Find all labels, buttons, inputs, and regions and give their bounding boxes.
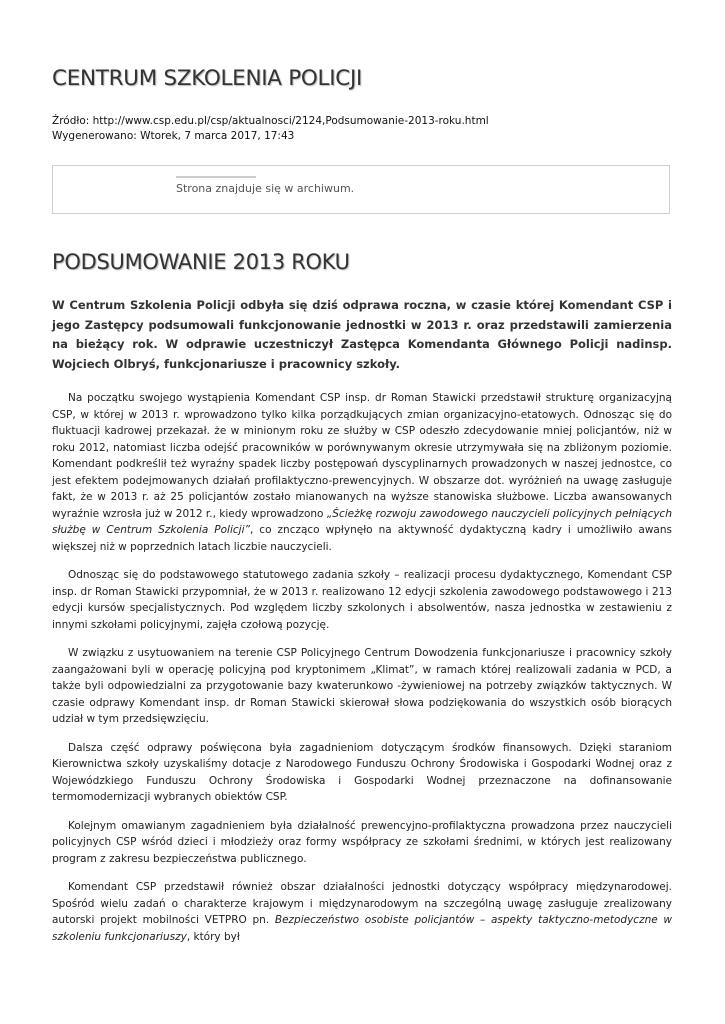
article-paragraph: W związku z usytuowaniem na terenie CSP Policyjnego Centrum Dowodzenia funkcjonariusze i pracownicy szkoły zaangażowani byli w operację policyjną pod kryptonimem „Klimat”, w ramach której realizowali zadania w PCD, a także byli odpowiedzialni za przygotowanie bazy kwaterunkowo -żywieniowej na potrzeby związków taktycznych. W czasie odprawy Komendant insp. dr Roman Stawicki skierował słowa podziękowania do wszystkich osób biorących udział w tym przedsięwzięciu. (52, 647, 672, 725)
article-title: PODSUMOWANIE 2013 ROKU (52, 250, 350, 274)
source-line: Źródło: http://www.csp.edu.pl/csp/aktualnosci/2124,Podsumowanie-2013-roku.html (52, 115, 489, 127)
archive-notice-message: Strona znajduje się w archiwum. (176, 182, 355, 195)
archive-notice-bar (176, 176, 256, 178)
article-paragraph: Odnosząc się do podstawowego statutowego zadania szkoły – realizacji procesu dydaktycznego, Komendant CSP insp. dr Roman Stawicki przypomniał, że w 2013 r. realizowano 12 edycji szkolenia zawodowego podstawowego i 213 edycji kursów specjalistycznych. Pod względem liczby szkolonych i absolwentów, nasza jednostka w zestawieniu z innymi szkołami policyjnymi, zajęła czołową pozycję. (52, 569, 672, 631)
article-paragraph: Kolejnym omawianym zagadnieniem była działalność prewencyjno-profilaktyczna prowadzona przez nauczycieli policyjnych CSP wśród dzieci i młodzieży oraz formy współpracy ze szkołami średnimi, w których jest realizowany program z zakresu bezpieczeństwa publicznego. (52, 819, 672, 865)
site-title: CENTRUM SZKOLENIA POLICJI (52, 66, 363, 91)
article-lead: W Centrum Szkolenia Policji odbyła się dziś odprawa roczna, w czasie której Komendant CSP i jego Zastępcy podsumowali funkcjonowanie jednostki w 2013 r. oraz przedstawili zamierzenia na bieżący rok. W odprawie uczestniczył Zastępca Komendanta Głównego Policji nadinsp. Wojciech Olbryś, funkcjonariusze i pracownicy szkoły. (52, 298, 672, 371)
paragraph-text: , co zncząco wpłynęło na aktywność dydaktyczną kadry i umożliwiło awans większej niż w poprzednich latach liczbie nauczycieli. (52, 524, 672, 553)
paragraph-text: Komendant CSP przedstawił również obszar działalności jednostki dotyczący współpracy międzynarodowej. Spośród wielu zadań o charakterze krajowym i międzynarodowym na szczególną uwagę zasługuje zrealizowany autorski projekt mobilności VETPRO pn. (52, 881, 672, 926)
archive-notice (52, 165, 670, 214)
paragraph-text: , który był (186, 930, 240, 943)
article-paragraph: Dalsza część odprawy poświęcona była zagadnieniom dotyczącym środków finansowych. Dzięki staraniom Kierownictwa szkoły uzyskaliśmy dotacje z Narodowego Funduszu Ochrony Środowiska i Gospodarki Wodnej oraz z Wojewódzkiego Funduszu Ochrony Środowiska i Gospodarki Wodnej przeznaczone na dofinansowanie termomodernizacji wybranych obiektów CSP. (52, 741, 672, 803)
article-paragraph (52, 879, 672, 945)
article-body (52, 390, 672, 957)
document-meta (52, 114, 489, 144)
generated-line: Wygenerowano: Wtorek, 7 marca 2017, 17:43 (52, 130, 295, 142)
paragraph-text: Na początku swojego wystąpienia Komendant CSP insp. dr Roman Stawicki przedstawił strukturę organizacyjną CSP, w której w 2013 r. wprowadzono tylko kilka porządkujących zmian organizacyjno-etatowych. Odnosząc się do fluktuacji kadrowej przekazał. że w minionym roku ze służby w CSP odeszło zdecydowanie mniej policjantów, niż w roku 2012, natomiast liczba odejść pracowników w porównywanym okresie utrzymywała się na zbliżonym poziomie. Komendant podkreślił też wyraźny spadek liczby postępowań dyscyplinarnych prowadzonych w naszej jednostce, co jest efektem podejmowanych działań profilaktyczno-prewencyjnych. W obszarze dot. wyróżnień na uwagę zasługuje fakt, że w 2013 r. aż 25 policjantów zostało mianowanych na wyższe stanowiska służbowe. Liczba awansowanych wyraźnie wzrosła już w 2012 r., kiedy wprowadzono (52, 392, 672, 520)
paragraph-italic-text: Bezpieczeństwo osobiste policjantów – aspekty taktyczno-metodyczne w szkoleniu funkcjonariuszy (52, 914, 673, 943)
paragraph-italic-text: „Ścieżkę rozwoju zawodowego nauczycieli policyjnych pełniących służbę w Centrum Szkolenia Policji” (52, 507, 672, 536)
article-paragraph (52, 390, 672, 555)
